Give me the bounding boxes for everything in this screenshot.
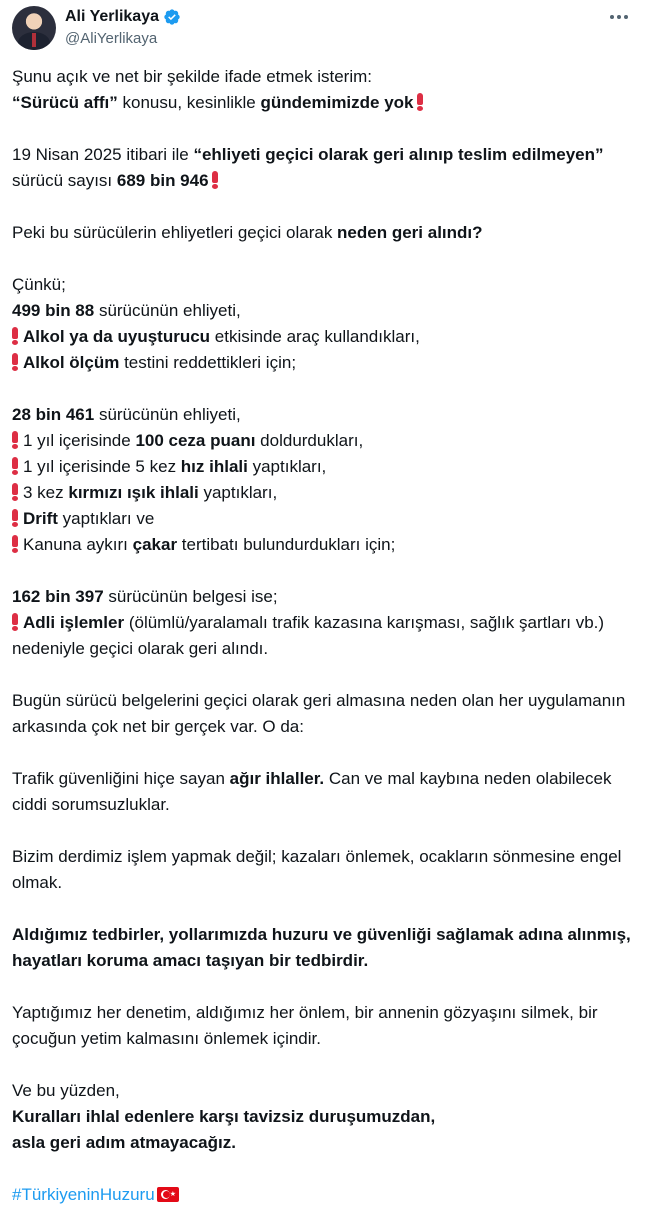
text: Ve bu yüzden, xyxy=(12,1081,120,1100)
bold-text: ağır ihlaller. xyxy=(229,769,325,788)
text: 1 yıl içerisinde 5 kez xyxy=(23,457,181,476)
bold-text: 100 ceza puanı xyxy=(135,431,256,450)
exclamation-icon xyxy=(12,353,18,371)
verified-badge-icon xyxy=(163,8,181,26)
exclamation-icon xyxy=(12,457,18,475)
turkey-flag-icon: ★ xyxy=(157,1187,179,1202)
paragraph xyxy=(12,220,638,246)
paragraph xyxy=(12,766,638,818)
bold-text: hız ihlali xyxy=(180,457,248,476)
exclamation-icon xyxy=(212,171,218,189)
bold-text: çakar xyxy=(132,535,178,554)
tweet-text xyxy=(12,64,638,1208)
paragraph: Bugün sürücü belgelerini geçici olarak geri almasına neden olan her uygulamanın arkasında çok net bir gerçek var. O da: xyxy=(12,691,626,736)
exclamation-icon xyxy=(417,93,423,111)
author-display-name-row[interactable] xyxy=(65,7,181,27)
exclamation-icon xyxy=(12,535,18,553)
text: konusu, kesinlikle xyxy=(117,93,261,112)
text: Kanuna aykırı xyxy=(23,535,133,554)
text: testini reddettikleri için; xyxy=(119,353,297,372)
exclamation-icon xyxy=(12,431,18,449)
paragraph: Yaptığımız her denetim, aldığımız her önlem, bir annenin gözyaşını silmek, bir çocuğun yetim kalmasını önlemek içindir. xyxy=(12,1003,598,1048)
bold-text: Adli işlemler xyxy=(23,613,125,632)
avatar[interactable] xyxy=(12,6,56,50)
bold-text: “ehliyeti geçici olarak geri alınıp teslim edilmeyen” xyxy=(193,145,604,164)
author-info xyxy=(65,7,181,49)
paragraph xyxy=(12,584,638,662)
exclamation-icon xyxy=(12,509,18,527)
exclamation-icon xyxy=(12,327,18,345)
bold-text: gündemimizde yok xyxy=(260,93,414,112)
bold-text: Alkol ya da uyuşturucu xyxy=(23,327,211,346)
bold-text: asla geri adım atmayacağız. xyxy=(12,1133,236,1152)
author-display-name[interactable]: Ali Yerlikaya xyxy=(65,8,159,25)
text: doldurdukları, xyxy=(255,431,364,450)
text: 19 Nisan 2025 itibari ile xyxy=(12,145,194,164)
bold-text: Drift xyxy=(23,509,58,528)
text: yaptıkları ve xyxy=(57,509,155,528)
paragraph xyxy=(12,922,638,974)
text: Çünkü; xyxy=(12,275,66,294)
bold-text: “Sürücü affı” xyxy=(12,93,118,112)
text: sürücünün ehliyeti, xyxy=(94,301,241,320)
paragraph xyxy=(12,402,638,558)
bold-text: neden geri alındı? xyxy=(337,223,483,242)
bold-text: 689 bin 946 xyxy=(116,171,209,190)
hashtag-link[interactable]: #TürkiyeninHuzuru xyxy=(12,1185,155,1204)
bold-text: Alkol ölçüm xyxy=(23,353,120,372)
exclamation-icon xyxy=(12,483,18,501)
paragraph xyxy=(12,142,638,194)
text: (ölümlü/yaralamalı trafik kazasına karışması, sağlık şartları vb.) nedeniyle geçici olarak geri alındı. xyxy=(12,613,605,658)
more-options-icon[interactable] xyxy=(610,10,632,24)
text: Can ve mal kaybına neden olabilecek ciddi sorumsuzluklar. xyxy=(12,769,612,814)
text: 3 kez xyxy=(23,483,69,502)
paragraph xyxy=(12,64,638,116)
bold-text: 499 bin 88 xyxy=(12,301,95,320)
text: Peki bu sürücülerin ehliyetleri geçici olarak xyxy=(12,223,338,242)
text: yaptıkları, xyxy=(198,483,278,502)
paragraph xyxy=(12,1078,638,1156)
author-handle[interactable]: @AliYerlikaya xyxy=(65,30,158,47)
bold-text: 28 bin 461 xyxy=(12,405,95,424)
paragraph: Bizim derdimiz işlem yapmak değil; kazaları önlemek, ocakların sönmesine engel olmak. xyxy=(12,847,622,892)
bold-text: Kuralları ihlal edenlere karşı tavizsiz duruşumuzdan, xyxy=(12,1107,436,1126)
text: sürücü sayısı xyxy=(12,171,117,190)
text: Şunu açık ve net bir şekilde ifade etmek isterim: xyxy=(12,67,372,86)
bold-text: kırmızı ışık ihlali xyxy=(68,483,199,502)
exclamation-icon xyxy=(12,613,18,631)
text: sürücünün belgesi ise; xyxy=(103,587,278,606)
text: tertibatı bulundurdukları için; xyxy=(177,535,396,554)
paragraph xyxy=(12,1182,638,1208)
paragraph xyxy=(12,272,638,376)
text: yaptıkları, xyxy=(247,457,327,476)
bold-text: 162 bin 397 xyxy=(12,587,104,606)
text: sürücünün ehliyeti, xyxy=(94,405,241,424)
text: 1 yıl içerisinde xyxy=(23,431,136,450)
text: Trafik güvenliğini hiçe sayan xyxy=(12,769,230,788)
tweet-header xyxy=(12,6,638,52)
bold-text: Aldığımız tedbirler, yollarımızda huzuru ve güvenliği sağlamak adına alınmış, hayatları koruma amacı taşıyan bir tedbirdir. xyxy=(12,925,631,970)
text: etkisinde araç kullandıkları, xyxy=(210,327,420,346)
